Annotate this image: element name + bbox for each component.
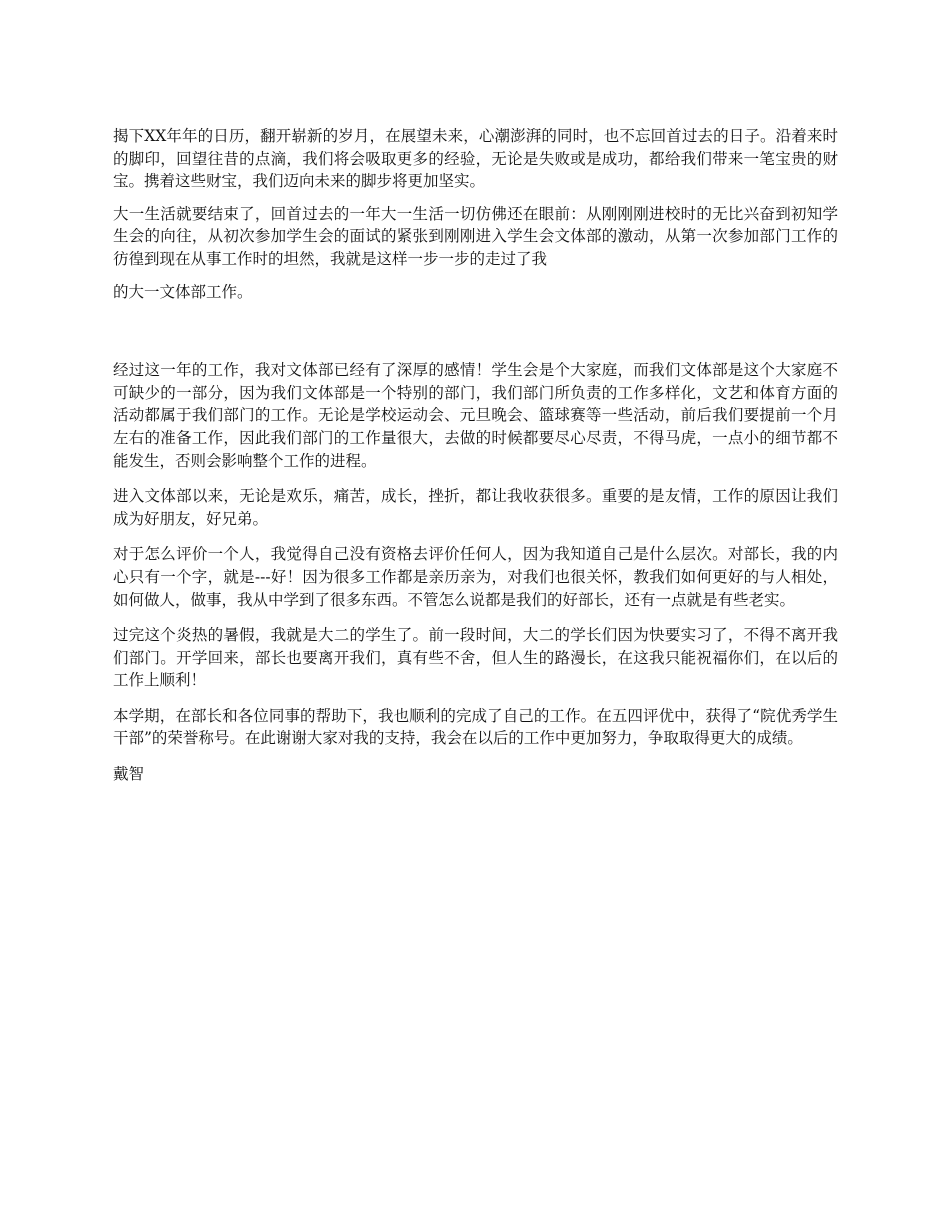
paragraph-first-year: 大一生活就要结束了，回首过去的一年大一生活一切仿佛还在眼前：从刚刚刚进校时的无比兴奋到初知学生会的向往，从初次参加学生会的面试的紧张到刚刚进入学生会文体部的激动，从第一次参加部门工作的彷徨到现在从事工作时的坦然，我就是这样一步一步的走过了我 xyxy=(113,204,838,268)
paragraph-first-year-cont: 的大一文体部工作。 xyxy=(113,282,253,301)
paragraph-intro: 揭下XX年年的日历，翻开崭新的岁月，在展望未来，心潮澎湃的同时，也不忘回首过去的日子。沿着来时的脚印，回望往昔的点滴，我们将会吸取更多的经验，无论是失败或是成功，都给我们带来一笔宝贵的财宝。携着这些财宝，我们迈向未来的脚步将更加坚实。 xyxy=(113,127,838,191)
document-body xyxy=(113,125,838,786)
paragraph-department-work: 经过这一年的工作，我对文体部已经有了深厚的感情！学生会是个大家庭，而我们文体部是这个大家庭不可缺少的一部分，因为我们文体部是一个特别的部门，我们部门所负责的工作多样化，文艺和体育方面的活动都属于我们部门的工作。无论是学校运动会、元旦晚会、篮球赛等一些活动，前后我们要提前一个月左右的准备工作，因此我们部门的工作量很大，去做的时候都要尽心尽责，不得马虎，一点小的细节都不能发生，否则会影响整个工作的进程。 xyxy=(113,361,838,470)
paragraph-friendship: 进入文体部以来，无论是欢乐，痛苦，成长，挫折，都让我收获很多。重要的是友情，工作的原因让我们成为好朋友，好兄弟。 xyxy=(113,487,838,528)
signature-text: 戴智 xyxy=(113,765,145,784)
paragraph-summer: 过完这个炎热的暑假，我就是大二的学生了。前一段时间，大二的学长们因为快要实习了，不得不离开我们部门。开学回来，部长也要离开我们，真有些不舍，但人生的路漫长，在这我只能祝福你们，在以后的工作上顺利！ xyxy=(113,626,838,690)
paragraph-minister: 对于怎么评价一个人，我觉得自己没有资格去评价任何人，因为我知道自己是什么层次。对部长，我的内心只有一个字，就是---好！因为很多工作都是亲历亲为，对我们也很关怀，教我们如何更好的与人相处，如何做人，做事，我从中学到了很多东西。不管怎么说都是我们的好部长，还有一点就是有些老实。 xyxy=(113,545,838,609)
paragraph-semester: 本学期，在部长和各位同事的帮助下，我也顺利的完成了自己的工作。在五四评优中，获得了“院优秀学生干部”的荣誉称号。在此谢谢大家对我的支持，我会在以后的工作中更加努力，争取取得更大的成绩。 xyxy=(113,706,838,748)
